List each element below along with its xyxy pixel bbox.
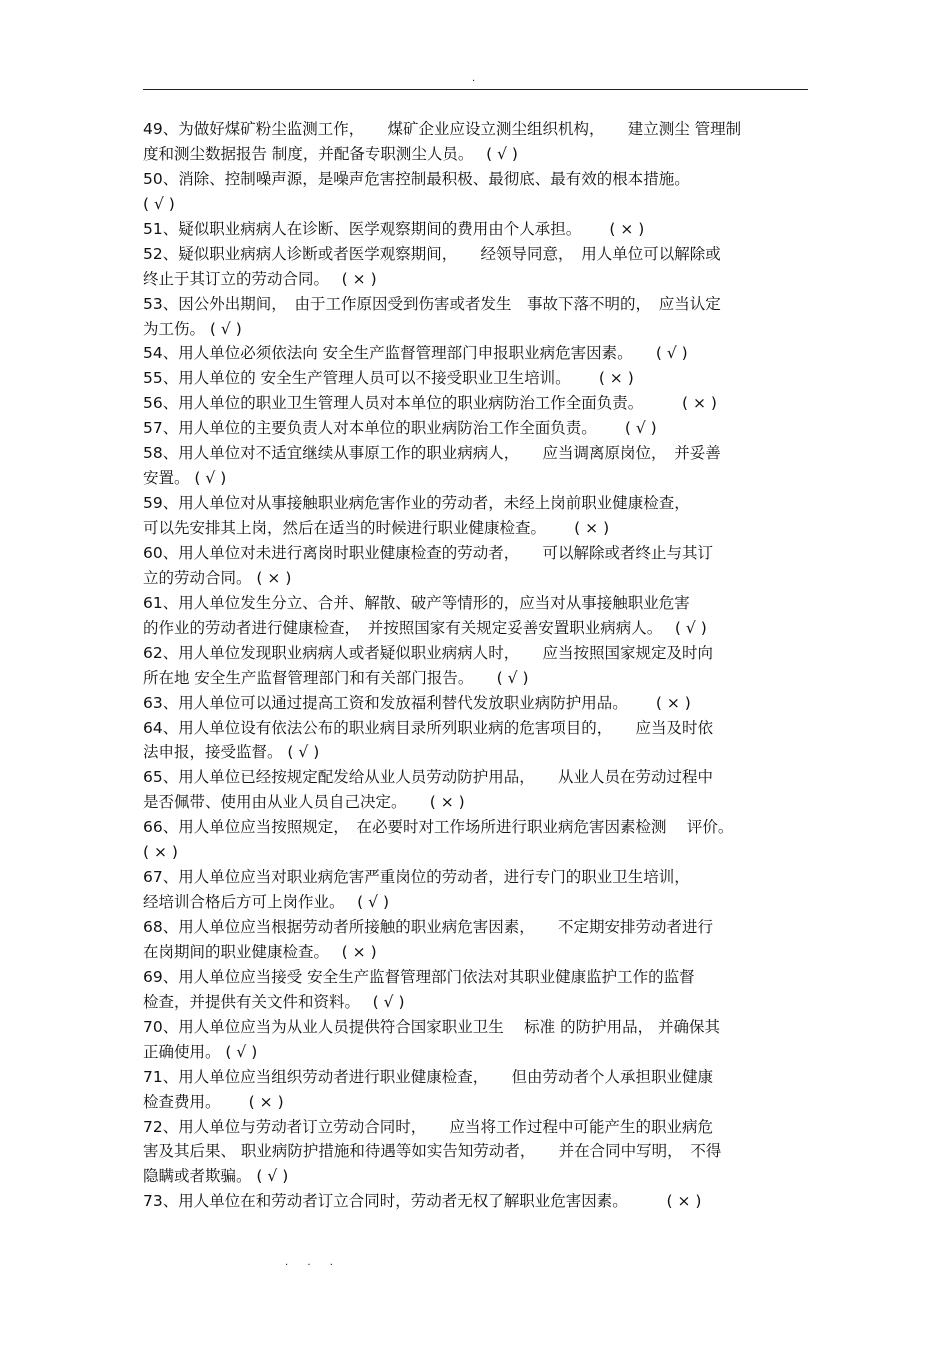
text-line: 54、用人单位必须依法向 安全生产监督管理部门申报职业病危害因素。 ( √ )	[143, 344, 688, 363]
text-line: 72、用人单位与劳动者订立劳动合同时， 应当将工作过程中可能产生的职业病危	[143, 1117, 713, 1136]
text-line: 立的劳动合同。 ( × )	[143, 568, 292, 587]
text-line: 害及其后果、 职业病防护措施和待遇等如实告知劳动者， 并在合同中写明， 不得	[143, 1142, 722, 1161]
text-line: 57、用人单位的主要负责人对本单位的职业病防治工作全面负责。 ( √ )	[143, 419, 657, 438]
text-line: 60、用人单位对未进行离岗时职业健康检查的劳动者， 可以解除或者终止与其订	[143, 543, 713, 562]
text-line: 49、为做好煤矿粉尘监测工作， 煤矿企业应设立测尘组织机构， 建立测尘 管理制	[143, 120, 742, 138]
text-line: 可以先安排其上岗，然后在适当的时候进行职业健康检查。 ( × )	[143, 519, 610, 537]
text-line: 是否佩带、使用由从业人员自己决定。 ( × )	[143, 793, 465, 812]
text-line: 度和测尘数据报告 制度，并配备专职测尘人员。 ( √ )	[143, 144, 518, 163]
text-line: 52、疑似职业病病人诊断或者医学观察期间， 经领导同意， 用人单位可以解除或	[143, 244, 721, 263]
text-line: 正确使用。 ( √ )	[143, 1042, 258, 1061]
text-line: 隐瞒或者欺骗。 ( √ )	[143, 1167, 289, 1186]
text-line: 56、用人单位的职业卫生管理人员对本单位的职业病防治工作全面负责。 ( × )	[143, 394, 717, 413]
text-line: 73、用人单位在和劳动者订立合同时，劳动者无权了解职业危害因素。 ( × )	[143, 1192, 702, 1211]
text-line: 69、用人单位应当接受 安全生产监督管理部门依法对其职业健康监护工作的监督	[143, 967, 695, 986]
text-line: 检查，并提供有关文件和资料。 ( √ )	[143, 992, 405, 1011]
text-line: 所在地 安全生产监督管理部门和有关部门报告。 ( √ )	[143, 668, 529, 687]
text-line: 终止于其订立的劳动合同。 ( × )	[143, 269, 377, 288]
text-line: 66、用人单位应当按照规定， 在必要时对工作场所进行职业病危害因素检测 评价。	[143, 818, 734, 837]
text-line: 为工伤。 ( √ )	[143, 319, 242, 338]
question-list	[143, 117, 808, 1214]
text-line: 70、用人单位应当为从业人员提供符合国家职业卫生 标准 的防护用品， 并确保其	[143, 1017, 721, 1036]
footer-mark: . . .	[285, 1257, 341, 1268]
text-line: 安置。 ( √ )	[143, 469, 227, 488]
text-line: 65、用人单位已经按规定配发给从业人员劳动防护用品， 从业人员在劳动过程中	[143, 768, 713, 787]
text-line: 59、用人单位对从事接触职业病危害作业的劳动者，未经上岗前职业健康检查，	[143, 494, 690, 513]
text-line: 58、用人单位对不适宜继续从事原工作的职业病病人， 应当调离原岗位， 并妥善	[143, 444, 721, 463]
text-line: 63、用人单位可以通过提高工资和发放福利替代发放职业病防护用品。 ( × )	[143, 693, 691, 712]
text-line: 67、用人单位应当对职业病危害严重岗位的劳动者，进行专门的职业卫生培训，	[143, 868, 690, 887]
text-line: 51、疑似职业病病人在诊断、医学观察期间的费用由个人承担。 ( × )	[143, 219, 645, 238]
text-line: 68、用人单位应当根据劳动者所接触的职业病危害因素， 不定期安排劳动者进行	[143, 918, 713, 936]
text-line: 61、用人单位发生分立、合并、解散、破产等情形的，应当对从事接触职业危害	[143, 593, 690, 612]
text-line: 法申报，接受监督。 ( √ )	[143, 743, 320, 762]
text-line: 64、用人单位设有依法公布的职业病目录所列职业病的危害项目的， 应当及时依	[143, 718, 713, 737]
text-line: 55、用人单位的 安全生产管理人员可以不接受职业卫生培训。 ( × )	[143, 369, 634, 388]
text-line: ( × )	[143, 843, 178, 862]
text-line: 53、因公外出期间， 由于工作原因受到伤害或者发生 事故下落不明的， 应当认定	[143, 294, 721, 313]
text-line: 的作业的劳动者进行健康检查， 并按照国家有关规定妥善安置职业病病人。 ( √ )	[143, 618, 707, 637]
text-line: 检查费用。 ( × )	[143, 1092, 284, 1111]
text-line: 71、用人单位应当组织劳动者进行职业健康检查， 但由劳动者个人承担职业健康	[143, 1067, 713, 1086]
text-line: 在岗期间的职业健康检查。 ( × )	[143, 942, 377, 961]
text-line: 经培训合格后方可上岗作业。 ( √ )	[143, 893, 390, 912]
text-line: 50、消除、控制噪声源，是噪声危害控制最积极、最彻底、最有效的根本措施。	[143, 169, 690, 188]
text-line: 62、用人单位发现职业病病人或者疑似职业病病人时， 应当按照国家规定及时向	[143, 643, 713, 662]
header-mark: .	[472, 73, 476, 84]
text-line: ( √ )	[143, 194, 175, 213]
header-rule	[143, 89, 808, 90]
